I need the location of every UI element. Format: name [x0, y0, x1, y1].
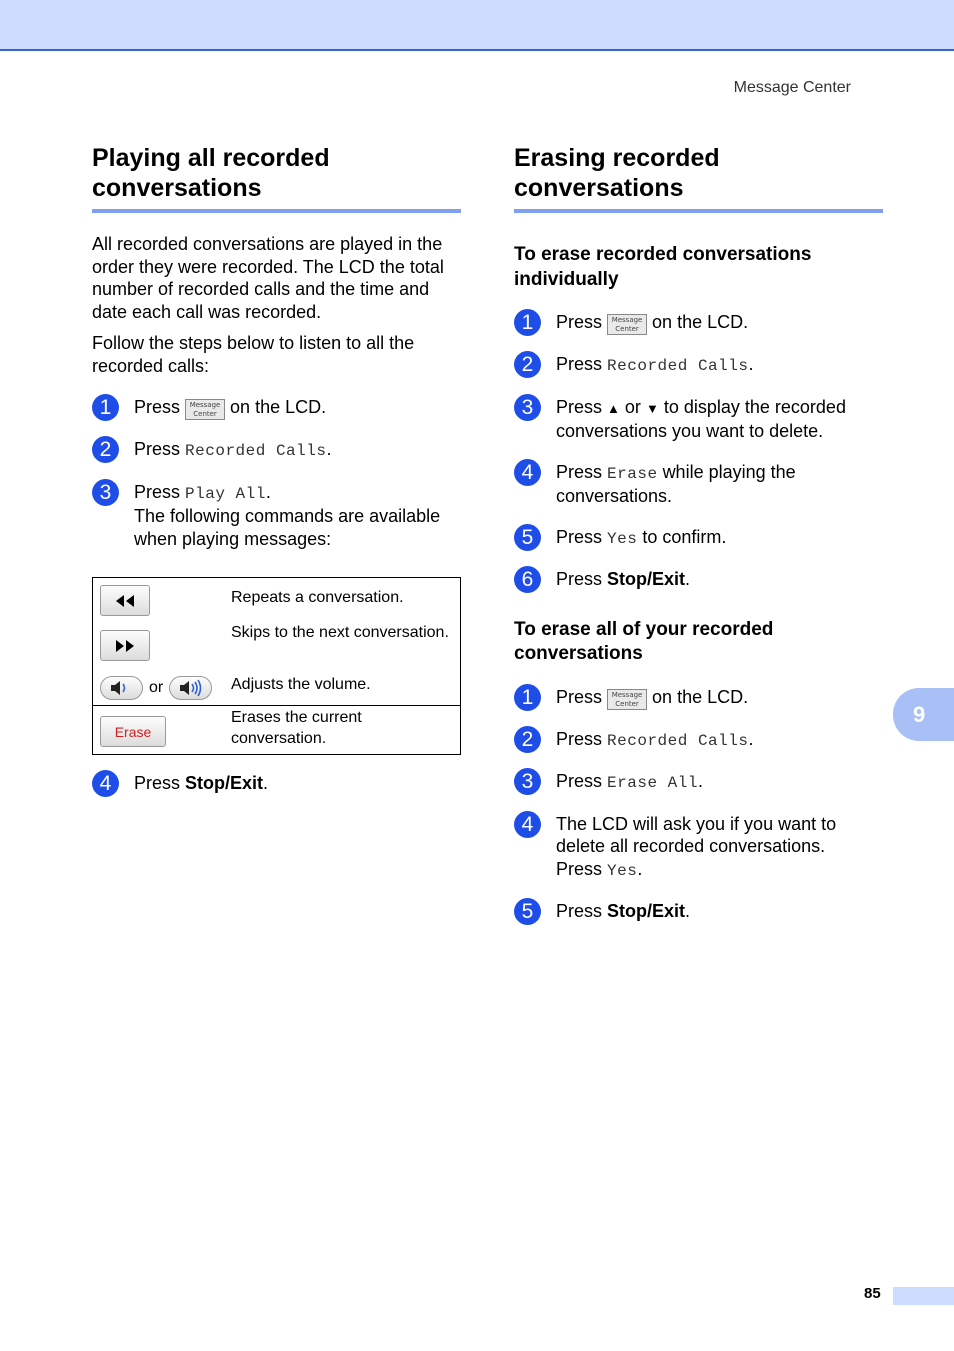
title-rule: [92, 209, 461, 213]
stop-exit-key: Stop/Exit: [185, 773, 264, 793]
step-number: 3: [514, 768, 541, 795]
lcd-option: Yes: [607, 861, 638, 880]
page-number: 85: [864, 1285, 881, 1302]
lcd-option: Recorded Calls: [607, 731, 749, 750]
right-column: [514, 143, 883, 923]
lcd-option: Recorded Calls: [185, 442, 327, 460]
up-arrow-icon: ▲: [607, 400, 620, 416]
erase-all-step-3: 3 Press Erase All.: [514, 770, 883, 795]
repeat-description: Repeats a conversation.: [231, 589, 404, 606]
running-head: Message Center: [733, 79, 851, 96]
section-title-erasing: Erasing recorded conversations: [514, 144, 720, 202]
playback-controls-group: [93, 578, 460, 705]
lcd-option: Yes: [607, 529, 638, 548]
erase-all-step-1: 1 Press Message Center on the LCD.: [514, 686, 883, 710]
step-3: 3 Press Play All. The following commands are available when playing messages:: [92, 481, 461, 551]
message-center-button-icon[interactable]: Message Center: [607, 689, 647, 710]
erase-step-3: 3 Press ▲ or ▼ to display the recorded conversations you want to delete.: [514, 396, 883, 443]
header-band: [0, 0, 954, 51]
rewind-button[interactable]: [100, 585, 150, 616]
step-number: 1: [514, 309, 541, 336]
erase-step-5: 5 Press Yes to confirm.: [514, 526, 883, 551]
left-column: [92, 143, 461, 795]
volume-up-button[interactable]: [169, 676, 212, 700]
erase-all-step-4: 4 The LCD will ask you if you want to delete all recorded conversations. Press Yes.: [514, 813, 883, 883]
lcd-option: Erase All: [607, 774, 698, 792]
fast-forward-icon: [114, 640, 136, 652]
step-number: 2: [92, 436, 119, 463]
erase-button[interactable]: Erase: [100, 716, 166, 747]
step-number: 6: [514, 566, 541, 593]
lcd-option: Play All: [185, 484, 266, 503]
step-number: 3: [92, 479, 119, 506]
step-number: 2: [514, 351, 541, 378]
step-2: 2 Press Recorded Calls.: [92, 438, 461, 463]
lcd-option: Erase: [607, 464, 658, 483]
chapter-tab: 9: [893, 688, 954, 741]
stop-exit-key: Stop/Exit: [607, 901, 686, 921]
intro-paragraph: All recorded conversations are played in the order they were recorded. The LCD the total number of recorded calls and the time and date each call was recorded.: [92, 234, 444, 322]
message-center-button-icon[interactable]: Message Center: [607, 314, 647, 335]
step-number: 4: [92, 770, 119, 797]
step-number: 2: [514, 726, 541, 753]
step-number: 5: [514, 524, 541, 551]
erase-control-row: [93, 706, 460, 754]
skip-description: Skips to the next conversation.: [231, 624, 449, 641]
section-title-playing: Playing all recorded conversations: [92, 144, 330, 202]
rewind-icon: [114, 595, 136, 607]
step-number: 3: [514, 394, 541, 421]
down-arrow-icon: ▼: [645, 400, 659, 416]
commands-table: [92, 577, 461, 755]
stop-exit-key: Stop/Exit: [607, 569, 686, 589]
subheading-individually: To erase recorded conversations individually: [514, 244, 812, 290]
erase-all-step-2: 2 Press Recorded Calls.: [514, 728, 883, 753]
step-3-note: The following commands are available when playing messages:: [134, 506, 441, 549]
volume-down-button[interactable]: [100, 676, 143, 700]
speaker-high-icon: [170, 677, 211, 699]
erase-step-2: 2 Press Recorded Calls.: [514, 353, 883, 378]
message-center-button-icon[interactable]: Message Center: [185, 399, 225, 420]
erase-step-1: 1 Press Message Center on the LCD.: [514, 311, 883, 335]
footer-band: [893, 1287, 954, 1305]
instructions-paragraph: Follow the steps below to listen to all the recorded calls:: [92, 333, 415, 376]
erase-step-4: 4 Press Erase while playing the conversations.: [514, 461, 883, 508]
step-number: 5: [514, 898, 541, 925]
step-number: 4: [514, 811, 541, 838]
erase-step-6: 6 Press Stop/Exit.: [514, 568, 883, 591]
erase-description: Erases the current conversation.: [231, 709, 362, 747]
step-number: 1: [92, 394, 119, 421]
step-number: 1: [514, 684, 541, 711]
title-rule: [514, 209, 883, 213]
volume-description: Adjusts the volume.: [231, 676, 371, 693]
subheading-erase-all: To erase all of your recorded conversations: [514, 618, 774, 664]
step-4: 4 Press Stop/Exit.: [92, 772, 461, 795]
skip-button[interactable]: [100, 630, 150, 661]
or-label: or: [149, 679, 164, 696]
lcd-option: Recorded Calls: [607, 357, 749, 375]
step-1: 1 Press Message Center on the LCD.: [92, 396, 461, 420]
erase-all-step-5: 5 Press Stop/Exit.: [514, 900, 883, 923]
step-number: 4: [514, 459, 541, 486]
speaker-low-icon: [101, 677, 142, 699]
